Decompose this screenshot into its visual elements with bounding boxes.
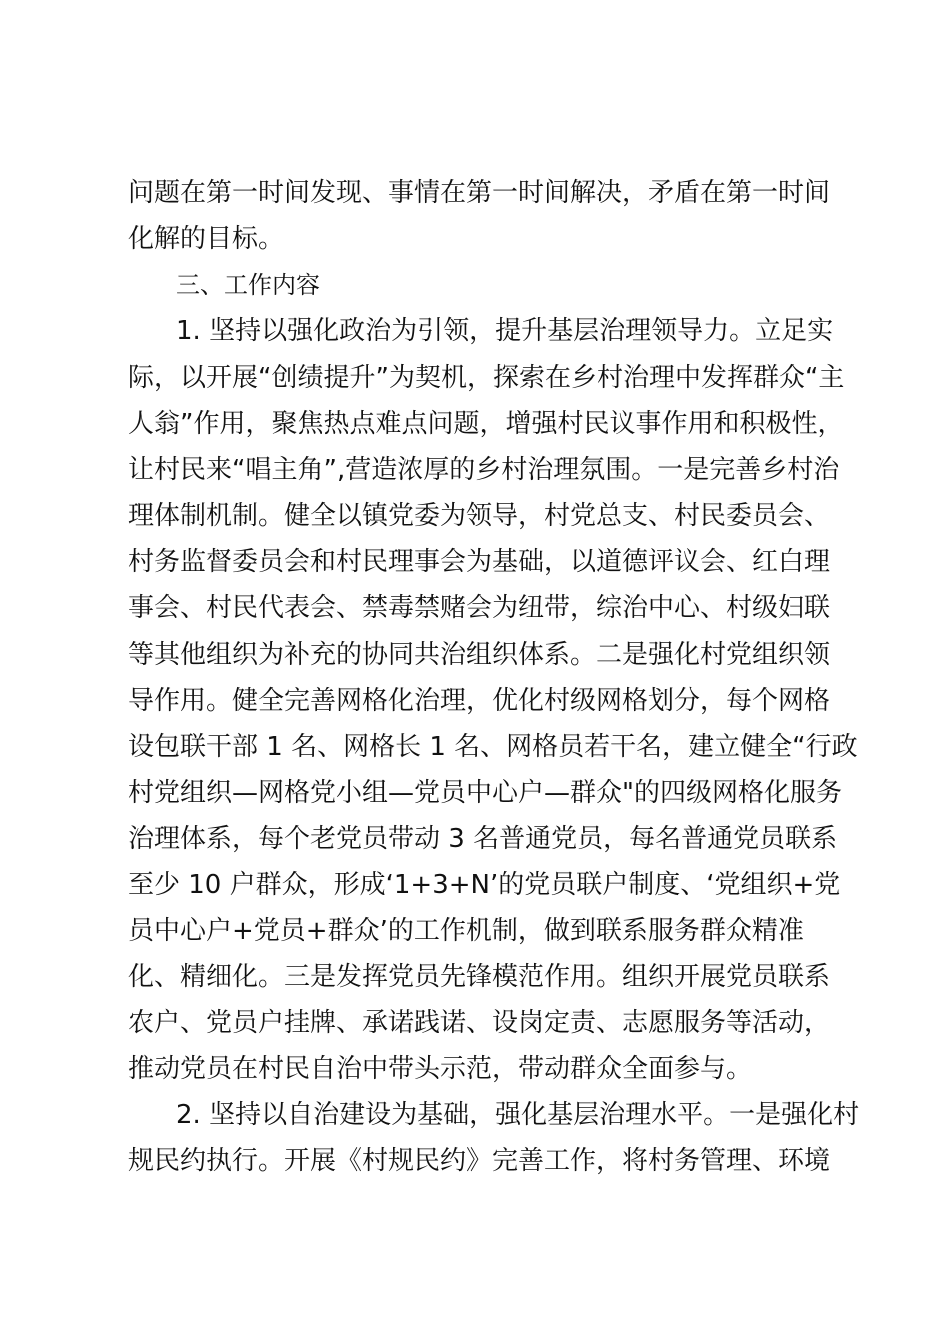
body-text-line: 人翁”作用，聚焦热点难点问题，增强村民议事作用和积极性， — [128, 409, 844, 439]
body-text-line: 设包联干部 1 名、网格长 1 名、网格员若干名，建立健全“行政 — [128, 732, 858, 762]
body-text-line: 治理体系，每个老党员带动 3 名普通党员，每名普通党员联系 — [128, 824, 838, 854]
body-text-line: 事会、村民代表会、禁毒禁赌会为纽带，综治中心、村级妇联 — [128, 593, 831, 623]
body-text-line: 际，以开展“创绩提升”为契机，探索在乡村治理中发挥群众“主 — [128, 363, 845, 393]
body-text-line: 理体制机制。健全以镇党委为领导，村党总支、村民委员会、 — [128, 501, 831, 531]
body-text-line: 等其他组织为补充的协同共治组织体系。二是强化村党组织领 — [128, 640, 831, 670]
body-text-line: 化解的目标。 — [128, 224, 285, 254]
numbered-paragraph-start: 1. 坚持以强化政治为引领，提升基层治理领导力。立足实 — [176, 316, 834, 346]
numbered-paragraph-start: 2. 坚持以自治建设为基础，强化基层治理水平。一是强化村 — [176, 1100, 860, 1130]
body-text-line: 让村民来“唱主角”,营造浓厚的乡村治理氛围。一是完善乡村治 — [128, 455, 840, 485]
body-text-line: 村党组织—网格党小组—党员中心户—群众"的四级网格化服务 — [128, 778, 842, 808]
body-text-line: 推动党员在村民自治中带头示范，带动群众全面参与。 — [128, 1054, 753, 1084]
body-text-line: 至少 10 户群众，形成‘1+3+N’的党员联户制度、‘党组织+党 — [128, 870, 841, 900]
body-text-line: 农户、党员户挂牌、承诺践诺、设岗定责、志愿服务等活动， — [128, 1008, 831, 1038]
body-text-line: 问题在第一时间发现、事情在第一时间解决，矛盾在第一时间 — [128, 178, 831, 208]
body-text-line: 规民约执行。开展《村规民约》完善工作，将村务管理、环境 — [128, 1146, 831, 1176]
body-text-line: 员中心户+党员+群众’的工作机制，做到联系服务群众精准 — [128, 916, 804, 946]
body-text-line: 化、精细化。三是发挥党员先锋模范作用。组织开展党员联系 — [128, 962, 831, 992]
body-text-line: 导作用。健全完善网格化治理，优化村级网格划分，每个网格 — [128, 686, 831, 716]
body-text-line: 村务监督委员会和村民理事会为基础，以道德评议会、红白理 — [128, 547, 831, 577]
section-heading: 三、工作内容 — [176, 271, 320, 299]
